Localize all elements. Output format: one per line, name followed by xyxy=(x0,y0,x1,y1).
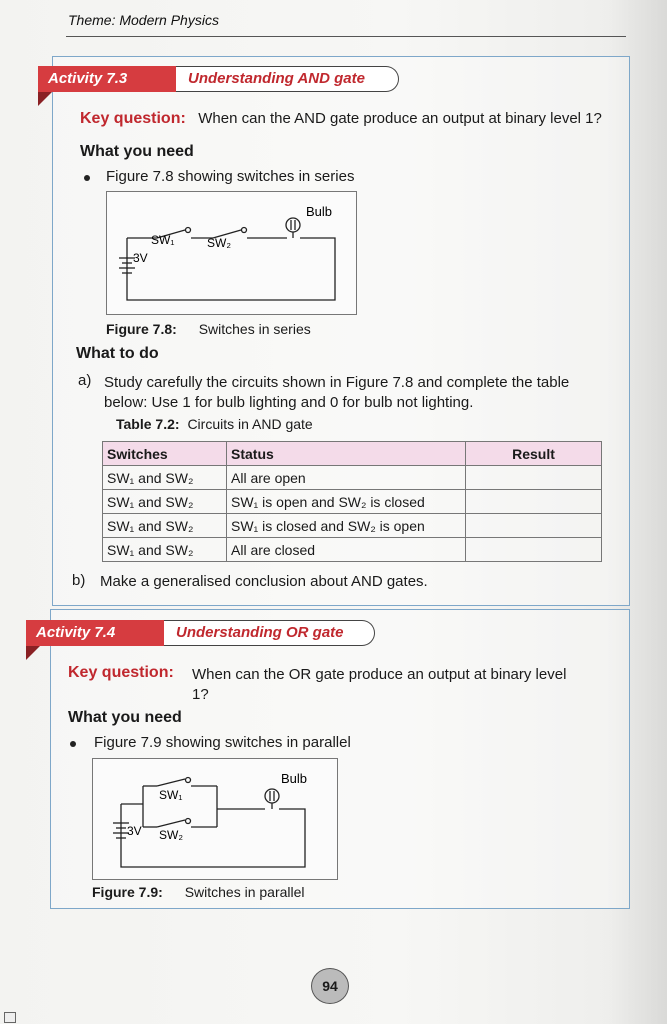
need-item: Figure 7.8 showing switches in series xyxy=(106,168,355,185)
series-circuit-diagram xyxy=(107,192,356,314)
activity-title: Understanding AND gate xyxy=(176,66,399,92)
figure-7-8-caption xyxy=(106,321,311,337)
key-question-label: Key question: xyxy=(80,110,186,127)
header-status: Status xyxy=(227,442,466,466)
bulb-label: Bulb xyxy=(281,771,308,786)
table-row xyxy=(103,514,602,538)
key-question-label: Key question: xyxy=(68,664,174,681)
step-a-line1: Study carefully the circuits shown in Figure 7.8 and complete the table xyxy=(104,374,570,391)
key-question xyxy=(80,110,602,128)
bullet xyxy=(84,175,90,181)
what-you-need-heading: What you need xyxy=(80,143,194,160)
cell-result[interactable] xyxy=(466,514,602,538)
circuits-table xyxy=(102,441,602,562)
figure-7-8 xyxy=(106,191,357,315)
parallel-circuit-diagram xyxy=(93,759,337,879)
key-question-line1: When can the OR gate produce an output at binary level xyxy=(192,666,567,683)
step-a-marker: a) xyxy=(78,372,92,389)
table-row xyxy=(103,538,602,562)
battery-label: 3V xyxy=(133,251,148,265)
sw1-label: SW₁ xyxy=(159,788,183,802)
activity-tag: Activity 7.3 xyxy=(38,66,176,92)
caption-label: Figure 7.9: xyxy=(92,884,163,900)
key-question-text: When can the AND gate produce an output at binary level 1? xyxy=(198,110,602,127)
activity-title: Understanding OR gate xyxy=(164,620,375,646)
step-b-marker: b) xyxy=(72,572,86,589)
caption-text: Switches in series xyxy=(198,321,311,337)
battery-label: 3V xyxy=(127,824,142,838)
running-header: Theme: Modern Physics xyxy=(68,12,219,28)
sw1-label: SW₁ xyxy=(151,233,175,247)
cell-status: All are open xyxy=(227,466,466,490)
cell-result[interactable] xyxy=(466,538,602,562)
cell-status: SW₁ is open and SW₂ is closed xyxy=(227,490,466,514)
cell-status: All are closed xyxy=(227,538,466,562)
header-switches: Switches xyxy=(103,442,227,466)
cell-switches: SW₁ and SW₂ xyxy=(103,538,227,562)
banner-fold xyxy=(26,646,40,660)
header-rule xyxy=(66,36,626,37)
what-to-do-heading: What to do xyxy=(76,345,159,362)
what-you-need-heading: What you need xyxy=(68,709,182,726)
cell-switches: SW₁ and SW₂ xyxy=(103,514,227,538)
sw2-label: SW₂ xyxy=(207,236,231,250)
cell-switches: SW₁ and SW₂ xyxy=(103,466,227,490)
figure-7-9-caption xyxy=(92,884,305,900)
bullet xyxy=(70,741,76,747)
key-question-line2: 1? xyxy=(192,686,209,703)
cell-status: SW₁ is closed and SW₂ is open xyxy=(227,514,466,538)
cell-result[interactable] xyxy=(466,490,602,514)
step-a-line2: below: Use 1 for bulb lighting and 0 for bulb not lighting. xyxy=(104,394,474,411)
figure-7-9 xyxy=(92,758,338,880)
banner-fold xyxy=(38,92,52,106)
step-b-text: Make a generalised conclusion about AND gates. xyxy=(100,573,428,590)
need-item: Figure 7.9 showing switches in parallel xyxy=(94,734,351,751)
cell-result[interactable] xyxy=(466,466,602,490)
scanner-stamp-icon xyxy=(4,1012,16,1023)
table-caption xyxy=(116,416,313,432)
sw2-label: SW₂ xyxy=(159,828,183,842)
table-row xyxy=(103,466,602,490)
cell-switches: SW₁ and SW₂ xyxy=(103,490,227,514)
caption-text: Switches in parallel xyxy=(184,884,305,900)
caption-label: Figure 7.8: xyxy=(106,321,177,337)
page-number: 94 xyxy=(311,968,349,1004)
bulb-label: Bulb xyxy=(306,204,333,219)
table-caption-label: Table 7.2: xyxy=(116,416,180,432)
activity-tag: Activity 7.4 xyxy=(26,620,164,646)
table-caption-text: Circuits in AND gate xyxy=(187,416,313,432)
header-result: Result xyxy=(466,442,602,466)
table-header-row xyxy=(103,442,602,466)
table-row xyxy=(103,490,602,514)
